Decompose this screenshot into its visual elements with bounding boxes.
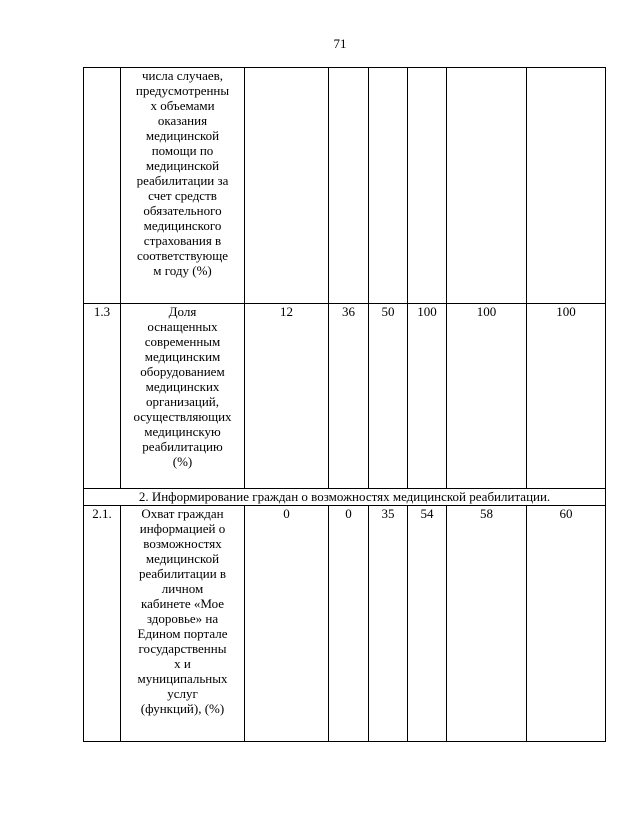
name-line: оказания [157, 113, 208, 128]
name-line: современным [144, 334, 221, 349]
value-cell [369, 68, 408, 304]
name-line: числа случаев, [142, 68, 223, 83]
value-cell: 36 [329, 304, 369, 489]
name-line: Едином портале [137, 626, 228, 641]
name-line: услуг [167, 686, 198, 701]
name-line: кабинете «Мое [140, 596, 225, 611]
value-cell: 12 [245, 304, 329, 489]
name-line: медицинскую [144, 424, 221, 439]
name-line: организаций, [145, 394, 220, 409]
name-line: возможностях [143, 536, 222, 551]
name-line: оснащенных [147, 319, 218, 334]
name-line: муниципальных [137, 671, 228, 686]
value-cell: 54 [408, 506, 447, 742]
indicators-table [83, 67, 606, 742]
row-number: 1.3 [84, 304, 121, 489]
value-cell: 0 [245, 506, 329, 742]
value-cell: 50 [369, 304, 408, 489]
name-line: реабилитации за [136, 173, 229, 188]
indicator-name [121, 304, 245, 489]
value-cell: 100 [527, 304, 606, 489]
name-line: соответствующе [136, 248, 229, 263]
table-row [84, 68, 606, 304]
value-cell [447, 68, 527, 304]
indicator-name [121, 506, 245, 742]
table-row [84, 506, 606, 742]
value-cell [245, 68, 329, 304]
value-cell: 35 [369, 506, 408, 742]
name-line: м году (%) [153, 263, 212, 278]
row-number: 2.1. [84, 506, 121, 742]
section-row [84, 489, 606, 506]
section-title: 2. Информирование граждан о возможностях медицинской реабилитации. [84, 489, 606, 506]
value-cell: 100 [408, 304, 447, 489]
name-line: государственны [138, 641, 227, 656]
name-line: осуществляющих [133, 409, 232, 424]
name-line: реабилитацию [142, 439, 223, 454]
name-line: Доля [168, 304, 197, 319]
value-cell: 100 [447, 304, 527, 489]
name-line: помощи по [151, 143, 214, 158]
name-line: (функций), (%) [140, 701, 225, 716]
name-line: (%) [172, 454, 193, 469]
name-line: Охват граждан [141, 506, 224, 521]
value-cell: 60 [527, 506, 606, 742]
name-line: оборудованием [140, 364, 225, 379]
row-number [84, 68, 121, 304]
name-line: страхования в [143, 233, 222, 248]
name-line: здоровье» на [146, 611, 219, 626]
name-line: медицинской [145, 158, 220, 173]
name-line: медицинской [145, 128, 220, 143]
value-cell [408, 68, 447, 304]
name-line: личном [161, 581, 204, 596]
name-line: счет средств [148, 188, 217, 203]
name-line: обязательного [143, 203, 222, 218]
name-line: информацией о [139, 521, 226, 536]
indicator-name [121, 68, 245, 304]
name-line: реабилитации в [138, 566, 227, 581]
name-line: медицинской [145, 551, 220, 566]
name-line: х объемами [150, 98, 215, 113]
value-cell: 0 [329, 506, 369, 742]
value-cell [329, 68, 369, 304]
table-row [84, 304, 606, 489]
page-number: 71 [333, 36, 347, 51]
value-cell [527, 68, 606, 304]
name-line: медицинских [145, 379, 220, 394]
name-line: медицинским [144, 349, 221, 364]
name-line: предусмотренны [135, 83, 230, 98]
value-cell: 58 [447, 506, 527, 742]
name-line: х и [174, 656, 191, 671]
name-line: медицинского [143, 218, 222, 233]
